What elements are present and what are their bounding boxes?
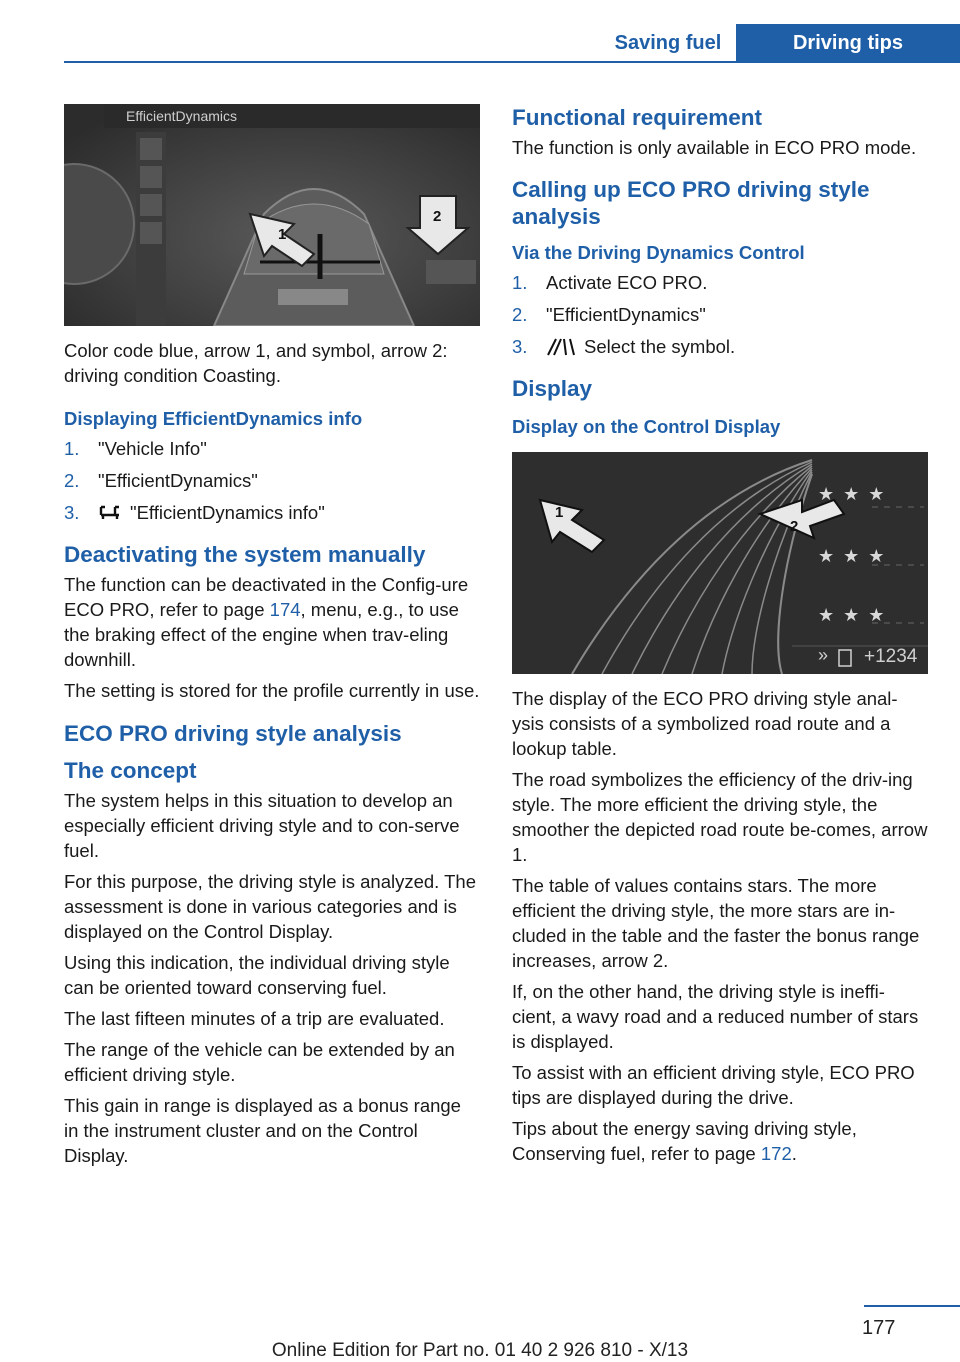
text-span: . (791, 1143, 797, 1164)
header-tabs (600, 24, 960, 62)
figure-title: EfficientDynamics (126, 108, 238, 124)
driving-dynamics-control-subheading: Via the Driving Dynamics Control (512, 242, 805, 263)
bonus-range-value: +1234 (864, 646, 918, 667)
step-number: 3. (512, 336, 528, 357)
concept-heading: The concept (64, 758, 197, 783)
functional-requirement-text: The function is only available in ECO PRO mode. (512, 137, 917, 158)
edition-footer: Online Edition for Part no. 01 40 2 926 810 - X/13 (271, 1340, 689, 1361)
step-text: Select the symbol. (584, 336, 736, 357)
step-number: 3. (64, 502, 80, 523)
profile-paragraph: The setting is stored for the profile currently in use. (64, 680, 480, 701)
step-text: "EfficientDynamics" (546, 304, 706, 325)
deactivating-paragraph (64, 572, 480, 672)
step-number: 2. (512, 304, 528, 325)
page-number: 177 (862, 1317, 896, 1339)
step-text: "EfficientDynamics" (98, 470, 258, 491)
efficientdynamics-figure (64, 104, 480, 326)
step-text: "Vehicle Info" (98, 438, 207, 459)
right-column (512, 104, 928, 1172)
deactivating-heading: Deactivating the system manually (64, 542, 426, 567)
step-text: "EfficientDynamics info" (130, 502, 325, 523)
concept-paragraph: The system helps in this situation to develop an especially efficient driving style and to con‐serve fuel. (64, 790, 460, 861)
display-heading: Display (512, 376, 593, 401)
text-span: Tips about the energy saving driving style, Conserving fuel, refer to page (512, 1118, 857, 1164)
displaying-info-steps (64, 436, 480, 525)
left-column (64, 104, 480, 1174)
displaying-info-heading: Displaying EfficientDynamics info (64, 408, 363, 429)
text-span: The function can be deactivated in the Config‐ure ECO PRO, refer to page (64, 574, 469, 620)
page-link-174[interactable]: 174 (269, 599, 301, 620)
figure-arrow-1-label: 1 (278, 226, 287, 243)
concept-paragraph: Using this indication, the individual driving style can be oriented toward conserving fuel. (64, 952, 450, 998)
star-row: ★ ★ ★ (818, 605, 887, 625)
bonus-range-prefix: » (818, 645, 829, 665)
step-number: 1. (64, 438, 80, 459)
list-item (512, 302, 928, 327)
figure-caption: Color code blue, arrow 1, and symbol, arrow 2: driving condition Coasting. (64, 340, 448, 386)
functional-requirement-heading: Functional requirement (512, 105, 763, 130)
efficiency-info-icon (98, 500, 122, 525)
step-text: Activate ECO PRO. (546, 272, 708, 293)
star-row: ★ ★ ★ (818, 546, 887, 566)
text-span: , menu, e.g., to use the braking effect of the engine when trav‐eling downhill. (64, 599, 459, 670)
page-link-172[interactable]: 172 (760, 1143, 792, 1164)
footer-divider (864, 1305, 960, 1307)
list-item (64, 468, 480, 493)
list-item (512, 334, 928, 359)
tips-paragraph (512, 1116, 928, 1166)
display-paragraph: The road symbolizes the efficiency of the driv‐ing style. The more efficient the driving style, the smoother the depicted road route be‐comes, arrow 1. (512, 769, 928, 865)
tab-saving-fuel[interactable]: Saving fuel (600, 24, 736, 62)
road-analysis-icon (546, 334, 576, 359)
control-display-subheading: Display on the Control Display (512, 416, 781, 437)
display-paragraph: To assist with an efficient driving style, ECO PRO tips are displayed during the drive. (512, 1062, 915, 1108)
list-item (64, 500, 480, 525)
list-item (64, 436, 480, 461)
concept-paragraph: The last fifteen minutes of a trip are evaluated. (64, 1008, 445, 1029)
eco-pro-analysis-heading: ECO PRO driving style analysis (64, 721, 402, 746)
figure-arrow-2-label: 2 (433, 208, 442, 225)
concept-paragraph: The range of the vehicle can be extended by an efficient driving style. (64, 1039, 455, 1085)
figure-arrow-1-label: 1 (555, 504, 564, 521)
concept-paragraph: This gain in range is displayed as a bonus range in the instrument cluster and on the Control Display. (64, 1095, 461, 1166)
star-row: ★ ★ ★ (818, 484, 887, 504)
step-number: 2. (64, 470, 80, 491)
display-paragraph: If, on the other hand, the driving style is ineffi‐cient, a wavy road and a reduced number of stars is displayed. (512, 981, 919, 1052)
concept-paragraph: For this purpose, the driving style is analyzed. The assessment is done in various categories and is displayed on the Control Display. (64, 871, 477, 942)
tab-driving-tips[interactable]: Driving tips (736, 24, 960, 62)
header-divider (64, 61, 960, 63)
figure-arrow-2-label: 2 (790, 518, 799, 535)
calling-up-heading: Calling up ECO PRO driving style analysis (512, 177, 870, 229)
control-display-figure (512, 452, 928, 674)
display-paragraph: The display of the ECO PRO driving style anal‐ysis consists of a symbolized road route and a lookup table. (512, 688, 898, 759)
display-paragraph: The table of values contains stars. The more efficient the driving style, the more stars are in‐cluded in the table and the faster the bonus range increases, arrow 2. (512, 875, 920, 971)
efficientdynamics-illustration (64, 104, 480, 326)
calling-up-steps (512, 270, 928, 359)
list-item (512, 270, 928, 295)
step-number: 1. (512, 272, 528, 293)
